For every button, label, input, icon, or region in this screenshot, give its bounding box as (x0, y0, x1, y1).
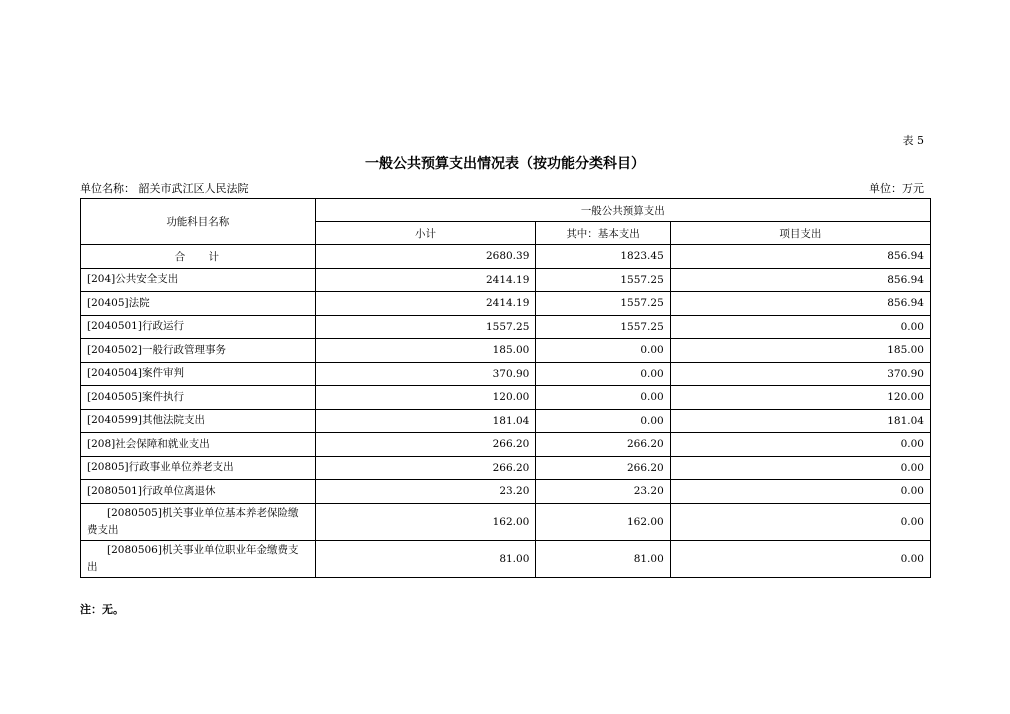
row-name (81, 540, 316, 577)
row-name (81, 503, 316, 540)
row-total: 181.04 (315, 409, 536, 433)
table-row (81, 386, 931, 410)
row-project: 856.94 (670, 245, 930, 269)
row-total: 2414.19 (315, 268, 536, 292)
row-basic: 0.00 (536, 362, 670, 386)
row-name: [2040504]案件审判 (81, 362, 316, 386)
table-row (81, 503, 931, 540)
row-name: [20805]行政事业单位养老支出 (81, 456, 316, 480)
row-basic: 0.00 (536, 386, 670, 410)
header-total: 小计 (315, 222, 536, 245)
row-basic: 0.00 (536, 409, 670, 433)
header-row-1 (81, 199, 931, 222)
row-name: [2040505]案件执行 (81, 386, 316, 410)
header-name: 功能科目名称 (81, 199, 316, 245)
row-basic: 1557.25 (536, 268, 670, 292)
row-project: 0.00 (670, 456, 930, 480)
note-text: 注：无。 (80, 603, 124, 616)
row-name-text: [2080506]机关事业单位职业年金缴费支出 (87, 543, 299, 573)
row-project: 120.00 (670, 386, 930, 410)
row-name: [208]社会保障和就业支出 (81, 433, 316, 457)
row-name: [2040599]其他法院支出 (81, 409, 316, 433)
row-total: 162.00 (315, 503, 536, 540)
row-basic: 0.00 (536, 339, 670, 363)
row-basic: 1557.25 (536, 315, 670, 339)
row-name: [204]公共安全支出 (81, 268, 316, 292)
header-group: 一般公共预算支出 (315, 199, 930, 222)
currency-unit-label: 单位：万元 (869, 182, 924, 195)
row-basic: 1557.25 (536, 292, 670, 316)
row-name: [2040501]行政运行 (81, 315, 316, 339)
row-project: 370.90 (670, 362, 930, 386)
row-total: 370.90 (315, 362, 536, 386)
header-basic: 其中：基本支出 (536, 222, 670, 245)
row-name: [2080501]行政单位离退休 (81, 480, 316, 504)
page-title: 一般公共预算支出情况表（按功能分类科目） (365, 156, 645, 172)
budget-table (80, 198, 931, 578)
table-row (81, 456, 931, 480)
table-number: 表 5 (902, 134, 924, 147)
row-total: 2414.19 (315, 292, 536, 316)
row-total: 185.00 (315, 339, 536, 363)
table-row (81, 480, 931, 504)
table-row (81, 540, 931, 577)
row-project: 185.00 (670, 339, 930, 363)
row-basic: 1823.45 (536, 245, 670, 269)
row-total: 23.20 (315, 480, 536, 504)
row-total: 266.20 (315, 456, 536, 480)
table-row (81, 315, 931, 339)
unit-name-label: 单位名称： 韶关市武江区人民法院 (80, 182, 249, 195)
row-name-text: [2080505]机关事业单位基本养老保险缴费支出 (87, 506, 299, 536)
row-project: 0.00 (670, 315, 930, 339)
row-total: 120.00 (315, 386, 536, 410)
row-project: 0.00 (670, 480, 930, 504)
row-total: 81.00 (315, 540, 536, 577)
row-name: [2040502]一般行政管理事务 (81, 339, 316, 363)
row-basic: 162.00 (536, 503, 670, 540)
row-project: 0.00 (670, 540, 930, 577)
table-row-total (81, 245, 931, 269)
row-project: 856.94 (670, 268, 930, 292)
row-project: 181.04 (670, 409, 930, 433)
table-row (81, 362, 931, 386)
row-name: [20405]法院 (81, 292, 316, 316)
row-basic: 266.20 (536, 456, 670, 480)
table-row (81, 339, 931, 363)
row-project: 0.00 (670, 433, 930, 457)
row-total: 266.20 (315, 433, 536, 457)
table-row (81, 268, 931, 292)
row-total: 2680.39 (315, 245, 536, 269)
table-row (81, 433, 931, 457)
header-project: 项目支出 (670, 222, 930, 245)
table-row (81, 409, 931, 433)
table-row (81, 292, 931, 316)
row-basic: 23.20 (536, 480, 670, 504)
row-basic: 266.20 (536, 433, 670, 457)
row-name: 合 计 (81, 245, 316, 269)
row-total: 1557.25 (315, 315, 536, 339)
row-basic: 81.00 (536, 540, 670, 577)
row-project: 0.00 (670, 503, 930, 540)
row-project: 856.94 (670, 292, 930, 316)
